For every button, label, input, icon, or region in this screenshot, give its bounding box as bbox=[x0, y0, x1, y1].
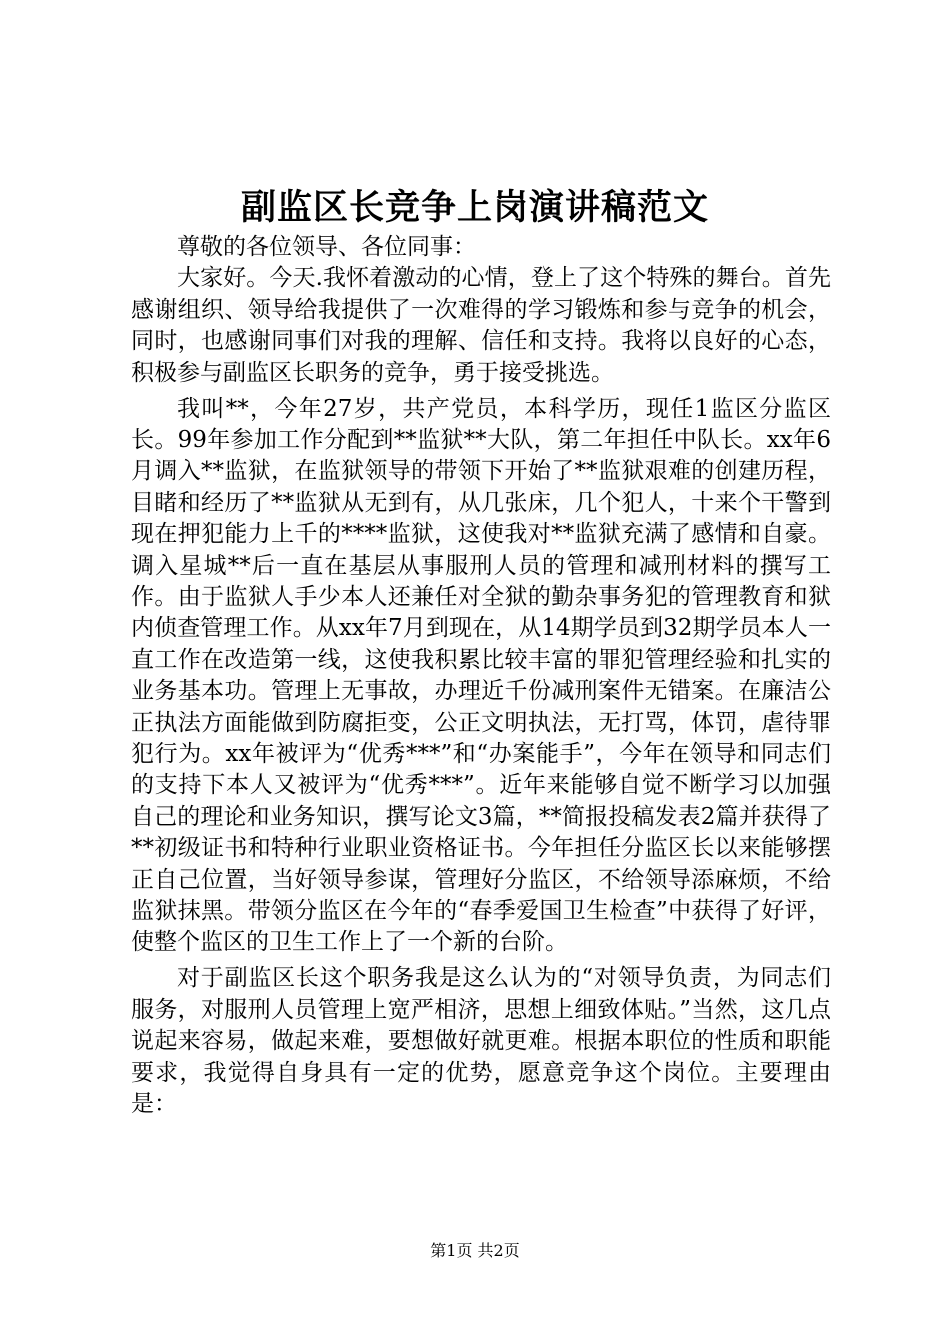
paragraph-greeting: 大家好。今天.我怀着激动的心情，登上了这个特殊的舞台。首先感谢组织、领导给我提供了一次难得的学习锻炼和参与竞争的机会，同时，也感谢同事们对我的理解、信任和支持。我将以良好的心态，积极参与副监区长职务的竞争，勇于接受挑选。 bbox=[131, 265, 831, 386]
salutation: 尊敬的各位领导、各位同事： bbox=[177, 234, 476, 260]
paragraph-background: 我叫**，今年27岁，共产党员，本科学历，现任1监区分监区长。99年参加工作分配到**监狱**大队，第二年担任中队长。xx年6月调入**监狱，在监狱领导的带领下开始了**监狱艰难的创建历程，目睹和经历了**监狱从无到有，从几张床，几个犯人，十来个干警到现在押犯能力上千的****监狱，这使我对**监狱充满了感情和自豪。调入星城**后一直在基层从事服刑人员的管理和减刑材料的撰写工作。由于监狱人手少本人还兼任对全狱的勤杂事务犯的管理教育和狱内侦查管理工作。从xx年7月到现在，从14期学员到32期学员本人一直工作在改造第一线，这使我积累比较丰富的罪犯管理经验和扎实的业务基本功。管理上无事故，办理近千份减刑案件无错案。在廉洁公正执法方面能做到防腐拒变，公正文明执法，无打骂，体罚，虐待罪犯行为。xx年被评为“优秀***”和“办案能手”，今年在领导和同志们的支持下本人又被评为“优秀***”。近年来能够自觉不断学习以加强自己的理论和业务知识，撰写论文3篇，**简报投稿发表2篇并获得了**初级证书和特种行业职业资格证书。今年担任分监区长以来能够摆正自己位置，当好领导参谋，管理好分监区，不给领导添麻烦，不给监狱抹黑。带领分监区在今年的“春季爱国卫生检查”中获得了好评，使整个监区的卫生工作上了一个新的台阶。 bbox=[131, 395, 831, 956]
page-footer: 第1页 共2页 bbox=[430, 1241, 520, 1260]
paragraph-position-view: 对于副监区长这个职务我是这么认为的“对领导负责，为同志们服务，对服刑人员管理上宽严相济，思想上细致体贴。”当然，这几点说起来容易，做起来难，要想做好就更难。根据本职位的性质和职能要求，我觉得自身具有一定的优势，愿意竞争这个岗位。主要理由是： bbox=[131, 965, 831, 1117]
document-body bbox=[131, 232, 831, 1120]
document-title: 副监区长竞争上岗演讲稿范文 bbox=[240, 187, 709, 228]
